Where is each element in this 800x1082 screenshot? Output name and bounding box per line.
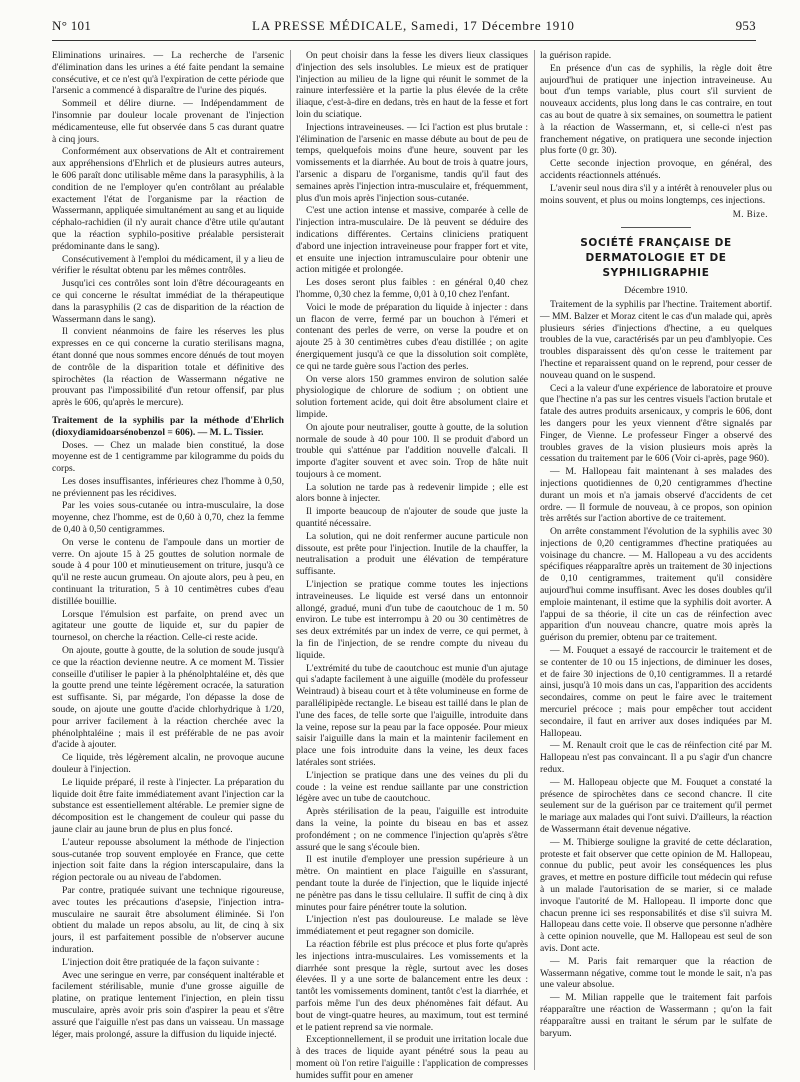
paragraph: — M. Thibierge souligne la gravité de cette déclaration, proteste et fait observer que cette opinion de M. Hallopeau, connue du public, peut avoir les conséquences les plus graves, et mettre en posture difficile tout médecin qui refuse à un malade l'autorisation de se marier, si ce malade invoque l'autorité de M. Hallopeau. Il importe donc que chacun prenne ici ses responsabilités et dise s'il suivra M. Hallopeau dans cette voie. Il observe que personne n'adhère à cette opinion nouvelle, que M. Hallopeau est seul de son avis. Dont acte. (540, 836, 772, 954)
page-number: 953 (735, 18, 756, 33)
paragraph: La solution ne tarde pas à redevenir limpide ; elle est alors bonne à injecter. (296, 481, 528, 505)
paragraph: L'extrémité du tube de caoutchouc est munie d'un ajutage qui s'adapte facilement à une aiguille (modèle du professeur Weintraud) à biseau court et à tête volumineuse en forme de parallélipipède rectangle. Le biseau est taillé dans le plan de l'une des faces, de telle sorte que l'aiguille, introduite dans la veine, repose sur la peau par la face opposée. Pour mieux saisir l'aiguille dans la main et la maintenir facilement en place une fois introduite dans la veine, les deux faces latérales sont striées. (296, 662, 528, 769)
paragraph: En présence d'un cas de syphilis, la règle doit être aujourd'hui de pratiquer une injection intraveineuse. Au bout d'un temps variable, plus court s'il survient de nouveaux accidents, plus long dans le cas contraire, en tout cas au bout de quatre à six semaines, on soumettra le patient à la réaction de Wassermann, et, si celle-ci n'est pas franchement négative, on pratiquera une seconde injection plus forte (0 gr. 30). (540, 62, 772, 157)
paragraph: Doses. — Chez un malade bien constitué, la dose moyenne est de 1 centigramme par kilogramme du poids du corps. (52, 439, 284, 475)
column-3 (540, 50, 772, 1070)
paragraph: — M. Milian rappelle que le traitement fait parfois réapparaître une réaction de Wassermann ; qu'on la fait réapparaître aussi en traitant le sérum par le sulfate de baryum. (540, 992, 772, 1039)
paragraph: — M. Hallopeau fait maintenant à ses malades des injections quotidiennes de 0,20 centigrammes d'hectine durant un mois et n'a jamais observé d'accidents de cet ordre. — Il formule de nouveau, à ce propos, son opinion très arrêtés sur l'action abortive de ce traitement. (540, 466, 772, 525)
paragraph: la guérison rapide. (540, 50, 612, 61)
paragraph: C'est une action intense et massive, comparée à celle de l'injection intra-musculaire. De là peuvent se déduire des indications différentes. Certains cliniciens pratiquent d'abord une injection intraveineuse pour frapper fort et vite, et ensuite une injection intramusculaire pour obtenir une action mitigée et prolongée. (296, 205, 528, 276)
paragraph: On verse alors 150 grammes environ de solution salée physiologique de chlorure de sodium ; on obtient une solution fortement acide, qui doit être absolument claire et limpide. (296, 373, 528, 420)
paragraph: On ajoute, goutte à goutte, de la solution de soude jusqu'à ce que la réaction devienne neutre. A ce moment M. Tissier conseille d'utiliser le papier à la phénolphtaléine et, dès que la goutte prend une teinte légèrement ocracée, la saturation est suffisante. Si, par mégarde, l'on dépasse la dose de soude, on ajoute une goutte d'acide chlorhydrique à 1/20, pour arriver facilement à la réaction cherchée avec la phénolphtaléine ; mais il est préférable de ne pas avoir d'acide à ajouter. (52, 645, 284, 751)
paragraph: Après stérilisation de la peau, l'aiguille est introduite dans la veine, la pointe du biseau en bas et assez profondément ; on ne commence l'injection qu'après s'être assuré que le sang s'écoule bien. (296, 806, 528, 853)
article-title: Traitement de la syphilis par la méthode d'Ehrlich (dioxydiamidoarsénobenzol = 606). — M. L. Tissier. (52, 414, 284, 438)
paragraph: Le liquide préparé, il reste à l'injecter. La préparation du liquide doit être faite immédiatement avant l'injection car la substance est essentiellement altérable. Le premier signe de décomposition est le changement de couleur qui passe du jaune clair au jaune brun de plus en plus foncé. (52, 776, 284, 835)
paragraph: Cette seconde injection provoque, en général, des accidents réactionnels atténués. (540, 158, 772, 181)
paragraph: Consécutivement à l'emploi du médicament, il y a lieu de vérifier le résultat obtenu par les mêmes contrôles. (52, 253, 284, 277)
paragraph: Il est inutile d'employer une pression supérieure à un mètre. On maintient en place l'aiguille en s'assurant, pendant toute la durée de l'injection, que le liquide injecté ne pénètre pas dans le tissu cellulaire. Il suffit de cinq à dix minutes pour faire pénétrer toute la solution. (296, 854, 528, 913)
paragraph: — M. Hallopeau objecte que M. Fouquet a constaté la présence de spirochètes dans ce second chancre. Il cite seulement sur de la guérison par ce traitement qu'il permet le mariage aux malades qui l'ont suivi. D'ailleurs, la réaction de Wassermann était devenue négative. (540, 776, 772, 836)
paragraph: L'auteur repousse absolument la méthode de l'injection sous-cutanée trop souvent employée en France, que cette injection soit faite dans la région interscapulaire, dans la région pectorale ou au niveau de l'abdomen. (52, 836, 284, 884)
paragraph: L'injection doit être pratiquée de la façon suivante : (62, 956, 260, 968)
paragraph: Ce liquide, très légèrement alcalin, ne provoque aucune douleur à l'injection. (52, 752, 284, 776)
column-1 (52, 50, 284, 1070)
paragraph: Traitement de la syphilis par l'hectine. Traitement abortif. — MM. Balzer et Moraz citent le cas d'un malade qui, après plusieurs séries d'injections d'hectine, a eu quelques troubles de la vue, caractérisés par un peu d'amblyopie. Ces troubles disparaissent dès qu'on cesse le traitement par l'hectine et reparaissent quand on le reprend, pour cesser de nouveau quand on le suspend. (540, 298, 772, 381)
paragraph: La réaction fébrile est plus précoce et plus forte qu'après les injections intra-musculaires. Les vomissements et la diarrhée sont presque la règle, surtout avec les doses élevées. Il y a une sorte de balancement entre les deux : tantôt les vomissements dominent, tantôt c'est la diarrhée, et parfois même l'un des deux phénomènes fait défaut. Au bout de vingt-quatre heures, au maximum, tout est terminé et le patient reprend sa vie normale. (296, 938, 528, 1033)
paragraph: On ajoute pour neutraliser, goutte à goutte, de la solution normale de soude à 40 pour 100. Il se produit d'abord un trouble qui s'atténue par l'addition nouvelle d'alcali. Il importe d'agiter souvent et avec soin. Trop de hâte nuit toujours à ce moment. (296, 421, 528, 480)
paragraph: L'injection n'est pas douloureuse. Le malade se lève immédiatement et peut regagner son domicile. (296, 914, 528, 938)
issue-number: N° 101 (52, 18, 92, 33)
paragraph: Eliminations urinaires. — La recherche de l'arsenic d'élimination dans les urines a été faite pendant la semaine consécutive, et ce n'est qu'à l'expiration de cette période que l'arsenic a commencé à disparaître de l'urine des piqués. (52, 50, 284, 97)
journal-title-date: LA PRESSE MÉDICALE, Samedi, 17 Décembre 1910 (252, 18, 575, 33)
paragraph: On arrête constamment l'évolution de la syphilis avec 30 injections de 0,20 centigrammes d'hectine pratiquées au voisinage du chancre. — M. Hallopeau a vu des accidents spécifiques réapparaître après un traitement de 30 injections de 0,10 centigrammes, traitement qu'il considère aujourd'hui comme insuffisant. Avec les doses doubles qu'il emploie maintenant, il estime que la syphilis doit avorter. A l'appui de sa théorie, il cite un cas de réinfection avec apparition d'un nouveau chancre, quatre mois après la guérison du premier, obtenu par ce traitement. (540, 526, 772, 644)
column-divider (534, 50, 535, 1070)
paragraph: On peut choisir dans la fesse les divers lieux classiques d'injection des sels insolubles. Le mieux est de pratiquer l'injection au milieu de la ligne qui réunit le sommet de la rainure interfessière et la partie la plus élevée de la crête iliaque, c'est-à-dire en dedans, très en haut de la fesse et fort loin du sciatique. (296, 50, 528, 120)
paragraph: Exceptionnellement, il se produit une irritation locale due à des traces de liquide ayant pénétré sous la peau au moment où l'on retire l'aiguille : l'application de compresses humides suffit pour en amener (296, 1034, 528, 1081)
column-divider (290, 50, 291, 1070)
paragraph: Injections intraveineuses. — Ici l'action est plus brutale : l'élimination de l'arsenic en masse débute au bout de peu de temps, quelquefois moins d'une heure, souvent par les vomissements et la diarrhée. Au bout de trois à quatre jours, l'arsenic a disparu de l'organisme, tandis qu'il faut des semaines après l'injection intra-musculaire et, fréquemment, plus d'un mois après l'injection sous-cutanée. (296, 121, 528, 204)
column-2 (296, 50, 528, 1081)
paragraph: — M. Paris fait remarquer que la réaction de Wassermann négative, comme tout le monde le sait, n'a pas une valeur absolue. (540, 955, 772, 991)
paragraph: Les doses seront plus faibles : en général 0,40 chez l'homme, 0,30 chez la femme, 0,01 à 0,10 chez l'enfant. (296, 277, 528, 300)
section-date: Décembre 1910. (624, 285, 688, 297)
paragraph: — M. Fouquet a essayé de raccourcir le traitement et de se contenter de 10 ou 15 injections, de diminuer les doses, et de faire 30 injections de 0,10 centigrammes. Il a retardé ainsi, jusqu'à 10 mois dans un cas, l'apparition des accidents secondaires, comme on peut le faire avec le traitement mercuriel précoce ; mais pour empêcher tout accident secondaire, il faut en arriver aux doses indiquées par M. Hallopeau. (540, 645, 772, 739)
section-separator (621, 227, 691, 228)
paragraph: L'injection se pratique comme toutes les injections intraveineuses. Le liquide est versé dans un entonnoir allongé, gradué, muni d'un tube de caoutchouc de 1 m. 50 environ. Le tube est interrompu à 20 ou 30 centimètres de ses deux extrémités par un index de verre, ce qui permet, à la fin de l'injection, de se rendre compte du niveau du liquide. (296, 579, 528, 661)
paragraph: Lorsque l'émulsion est parfaite, on prend avec un agitateur une goutte de liquide et, sur du papier de tournesol, on cherche la réaction. Celle-ci reste acide. (52, 608, 284, 644)
paragraph: Sommeil et délire diurne. — Indépendamment de l'insomnie par douleur locale provenant de l'injection médicamenteuse, elle fut observée dans 5 cas durant quatre à cinq jours. (52, 98, 284, 145)
paragraph: Jusqu'ici ces contrôles sont loin d'être décourageants en ce qui concerne le résultat immédiat de la thérapeutique dans la parasyphilis (2 cas de disparition de la réaction de Wassermann dans le sang). (52, 278, 284, 325)
page-header (52, 18, 756, 38)
paragraph: Voici le mode de préparation du liquide à injecter : dans un flacon de verre, fermé par un bouchon à l'émeri et contenant des perles de verre, on verse la poudre et on ajoute 25 à 30 centimètres cubes d'eau distillée ; on agite énergiquement jusqu'à ce que la dissolution soit complète, ce qui ne tarde guère sous l'action des perles. (296, 301, 528, 372)
paragraph: Les doses insuffisantes, inférieures chez l'homme à 0,50, ne préviennent pas les récidives. (52, 475, 284, 499)
header-rule (52, 40, 756, 41)
paragraph: Il convient néanmoins de faire les réserves les plus expresses en ce qui concerne la curatio sterilisans magna, étant donné que nous sommes encore dénués de tout moyen de contrôle de la disparition totale et définitive des spirochètes (la réaction de Wassermann négative ne prouvant pas l'impossibilité d'un retour offensif, par plus après le 606, qu'après le mercure). (52, 326, 284, 409)
paragraph: Conformément aux observations de Alt et contrairement aux appréhensions d'Ehrlich et de plusieurs autres auteurs, le 606 paraît donc utilisable même dans la parasyphilis, à la condition de ne l'employer qu'en contrôlant au préalable exactement l'état de l'organisme par la réaction de Wassermann, appliquée simultanément au sang et au liquide céphalo-rachidien (il n'y aurait chance d'être utile qu'autant que la réaction syphilo-positive préalable persisterait prédominante dans le sang). (52, 146, 284, 252)
author-signature: M. Bize. (732, 209, 768, 220)
paragraph: — M. Renault croit que le cas de réinfection cité par M. Hallopeau n'est pas convaincant. Il a pu s'agir d'un chancre redux. (540, 740, 772, 776)
paragraph: Il importe beaucoup de n'ajouter de soude que juste la quantité nécessaire. (296, 506, 528, 530)
paragraph: Avec une seringue en verre, par conséquent inaltérable et facilement stérilisable, munie d'une grosse aiguille de platine, on pratique lentement l'injection, en plein tissu musculaire, après avoir pris soin d'aspirer la peau et s'être assuré que l'aiguille n'est pas dans un vaisseau. Un massage léger, mais prolongé, assure la diffusion du liquide injecté. (52, 969, 284, 1040)
paragraph: L'avenir seul nous dira s'il y a intérêt à renouveler plus ou moins souvent, et plus ou moins longtemps, ces injections. (540, 182, 772, 206)
section-title: SOCIÉTÉ FRANÇAISE DE DERMATOLOGIE ET DE SYPHILIGRAPHIE (580, 237, 732, 280)
paragraph: Par les voies sous-cutanée ou intra-musculaire, la dose moyenne, chez l'homme, est de 0,60 à 0,70, chez la femme de 0,40 à 0,50 centigrammes. (52, 500, 284, 536)
paragraph: On verse le contenu de l'ampoule dans un mortier de verre. On ajoute 15 à 25 gouttes de solution normale de soude à 4 pour 100 et minutieusement on triture, jusqu'à ce qu'il ne reste aucun grumeau. On ajoute alors, peu à peu, en continuant la trituration, 5 à 10 centimètres cubes d'eau distillée bouillie. (52, 536, 284, 607)
paragraph: La solution, qui ne doit renfermer aucune particule non dissoute, est prête pour l'injection. Inutile de la chauffer, la neutralisation a produit une élévation de température suffisante. (296, 530, 528, 578)
paragraph: L'injection se pratique dans une des veines du pli du coude : la veine est rendue saillante par une constriction légère avec un tube de caoutchouc. (296, 769, 528, 805)
paragraph: Ceci a la valeur d'une expérience de laboratoire et prouve que l'hectine n'a pas sur les centres visuels l'action brutale et fatale des autres produits arsenicaux, y compris le 606, dont les dangers pour les yeux viennent d'être signalés par Finger, de Vienne. Le professeur Finger a observé des troubles graves de la vision plusieurs mois après la cessation du traitement par le 606 (Voir ci-après, page 960). (540, 382, 772, 465)
paragraph: Par contre, pratiquée suivant une technique rigoureuse, avec toutes les précautions d'asepsie, l'injection intra-musculaire ne saurait être absolument éliminée. Si l'on obtient du malade un repos absolu, au lit, de cinq à six jours, il est parfaitement possible de n'observer aucune induration. (52, 884, 284, 955)
